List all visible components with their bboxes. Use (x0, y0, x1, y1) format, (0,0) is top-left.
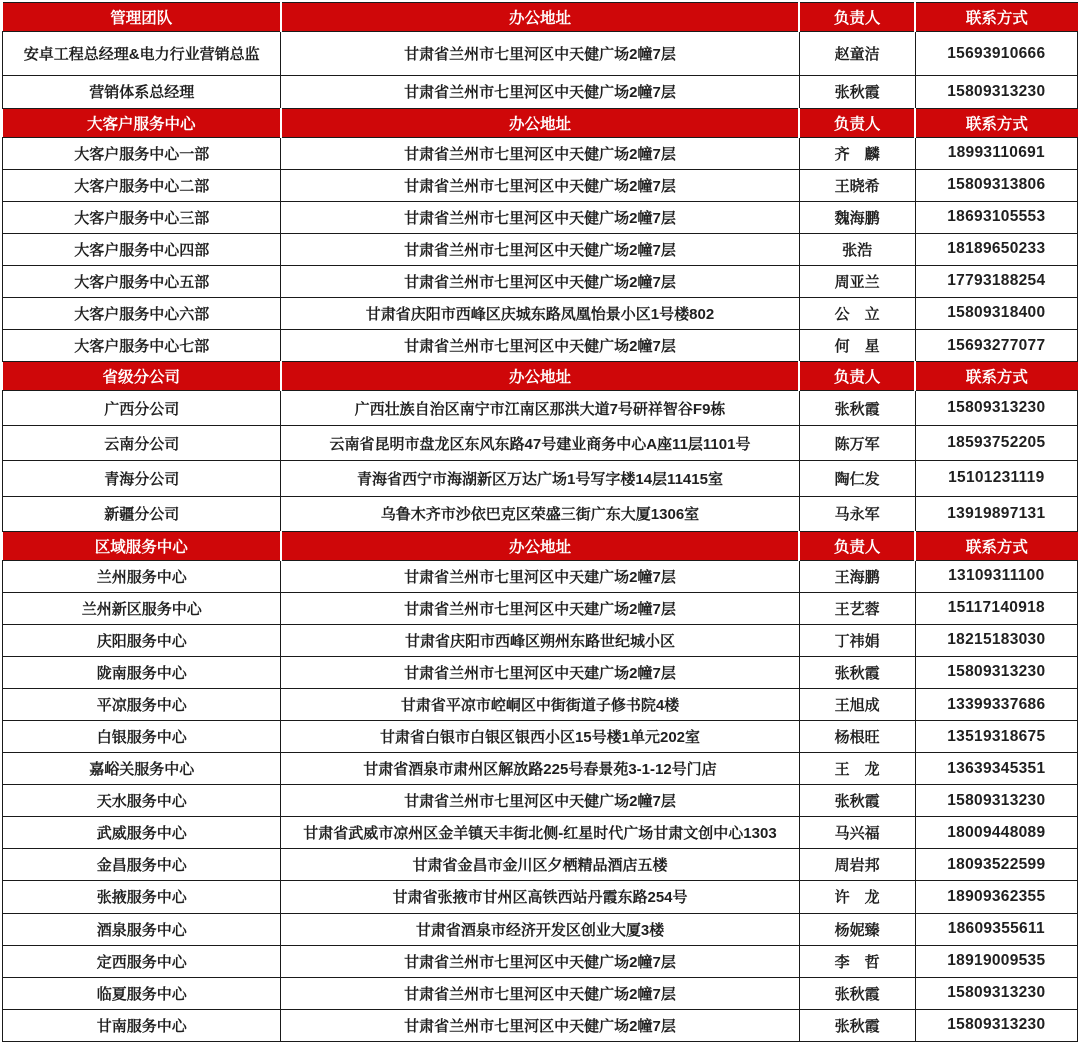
table-row (3, 560, 1078, 592)
address-cell: 甘肃省兰州市七里河区中天建广场2幢7层 (281, 592, 799, 624)
phone-cell: 18909362355 (915, 881, 1077, 913)
phone-cell: 15693910666 (915, 31, 1077, 75)
person-cell: 张秋霞 (799, 76, 915, 108)
column-header-contact: 联系方式 (915, 108, 1077, 137)
org-name-cell: 临夏服务中心 (3, 977, 281, 1009)
address-cell: 甘肃省金昌市金川区夕栖精品酒店五楼 (281, 849, 799, 881)
table-row (3, 849, 1078, 881)
section-title: 省级分公司 (3, 362, 281, 391)
address-cell: 甘肃省张掖市甘州区高铁西站丹霞东路254号 (281, 881, 799, 913)
address-cell: 甘肃省武威市凉州区金羊镇天丰街北侧-红星时代广场甘肃文创中心1303 (281, 817, 799, 849)
person-cell: 张秋霞 (799, 391, 915, 426)
person-cell: 公 立 (799, 297, 915, 329)
table-row (3, 329, 1078, 361)
org-name-cell: 平凉服务中心 (3, 688, 281, 720)
table-row (3, 496, 1078, 531)
phone-cell: 18009448089 (915, 817, 1077, 849)
address-cell: 甘肃省兰州市七里河区中天建广场2幢7层 (281, 560, 799, 592)
phone-cell: 15809313230 (915, 391, 1077, 426)
org-name-cell: 大客户服务中心一部 (3, 137, 281, 169)
address-cell: 甘肃省兰州市七里河区中天健广场2幢7层 (281, 977, 799, 1009)
org-name-cell: 酒泉服务中心 (3, 913, 281, 945)
person-cell: 齐 麟 (799, 137, 915, 169)
phone-cell: 18215183030 (915, 624, 1077, 656)
address-cell: 甘肃省兰州市七里河区中天健广场2幢7层 (281, 233, 799, 265)
address-cell: 青海省西宁市海湖新区万达广场1号写字楼14层11415室 (281, 461, 799, 496)
org-name-cell: 兰州新区服务中心 (3, 592, 281, 624)
table-row (3, 265, 1078, 297)
phone-cell: 15809313230 (915, 785, 1077, 817)
section-header-row (3, 362, 1078, 391)
phone-cell: 15809318400 (915, 297, 1077, 329)
address-cell: 甘肃省兰州市七里河区中天健广场2幢7层 (281, 76, 799, 108)
table-row (3, 76, 1078, 108)
phone-cell: 13399337686 (915, 688, 1077, 720)
address-cell: 甘肃省兰州市七里河区中天健广场2幢7层 (281, 1009, 799, 1041)
table-row (3, 624, 1078, 656)
org-name-cell: 大客户服务中心四部 (3, 233, 281, 265)
column-header-address: 办公地址 (281, 108, 799, 137)
org-name-cell: 金昌服务中心 (3, 849, 281, 881)
address-cell: 甘肃省兰州市七里河区中天健广场2幢7层 (281, 31, 799, 75)
person-cell: 王海鹏 (799, 560, 915, 592)
org-name-cell: 武威服务中心 (3, 817, 281, 849)
table-row (3, 913, 1078, 945)
person-cell: 杨根旺 (799, 721, 915, 753)
address-cell: 甘肃省平凉市崆峒区中街街道子修书院4楼 (281, 688, 799, 720)
address-cell: 甘肃省兰州市七里河区中天健广场2幢7层 (281, 945, 799, 977)
person-cell: 丁祎娟 (799, 624, 915, 656)
column-header-contact: 联系方式 (915, 531, 1077, 560)
phone-cell: 18093522599 (915, 849, 1077, 881)
org-name-cell: 云南分公司 (3, 426, 281, 461)
person-cell: 许 龙 (799, 881, 915, 913)
column-header-address: 办公地址 (281, 3, 799, 32)
address-cell: 甘肃省酒泉市肃州区解放路225号春景苑3-1-12号门店 (281, 753, 799, 785)
person-cell: 赵童洁 (799, 31, 915, 75)
person-cell: 马兴福 (799, 817, 915, 849)
person-cell: 张秋霞 (799, 1009, 915, 1041)
table-row (3, 977, 1078, 1009)
address-cell: 甘肃省兰州市七里河区中天建广场2幢7层 (281, 656, 799, 688)
column-header-person: 负责人 (799, 3, 915, 32)
address-cell: 甘肃省兰州市七里河区中天健广场2幢7层 (281, 201, 799, 233)
address-cell: 甘肃省兰州市七里河区中天健广场2幢7层 (281, 169, 799, 201)
org-name-cell: 庆阳服务中心 (3, 624, 281, 656)
column-header-contact: 联系方式 (915, 362, 1077, 391)
person-cell: 魏海鹏 (799, 201, 915, 233)
section-title: 大客户服务中心 (3, 108, 281, 137)
address-cell: 甘肃省兰州市七里河区中天健广场2幢7层 (281, 137, 799, 169)
phone-cell: 18189650233 (915, 233, 1077, 265)
org-name-cell: 甘南服务中心 (3, 1009, 281, 1041)
phone-cell: 18609355611 (915, 913, 1077, 945)
org-name-cell: 陇南服务中心 (3, 656, 281, 688)
org-name-cell: 青海分公司 (3, 461, 281, 496)
org-name-cell: 大客户服务中心六部 (3, 297, 281, 329)
address-cell: 甘肃省酒泉市经济开发区创业大厦3楼 (281, 913, 799, 945)
phone-cell: 15809313230 (915, 977, 1077, 1009)
person-cell: 周亚兰 (799, 265, 915, 297)
table-row (3, 688, 1078, 720)
address-cell: 甘肃省庆阳市西峰区朔州东路世纪城小区 (281, 624, 799, 656)
phone-cell: 13639345351 (915, 753, 1077, 785)
table-row (3, 233, 1078, 265)
address-cell: 甘肃省兰州市七里河区中天健广场2幢7层 (281, 785, 799, 817)
table-row (3, 201, 1078, 233)
table-row (3, 137, 1078, 169)
person-cell: 张浩 (799, 233, 915, 265)
table-row (3, 169, 1078, 201)
section-title: 区域服务中心 (3, 531, 281, 560)
phone-cell: 18693105553 (915, 201, 1077, 233)
table-row (3, 461, 1078, 496)
address-cell: 甘肃省庆阳市西峰区庆城东路凤凰怡景小区1号楼802 (281, 297, 799, 329)
person-cell: 王 龙 (799, 753, 915, 785)
contact-directory-table (2, 2, 1078, 1042)
phone-cell: 15809313230 (915, 76, 1077, 108)
person-cell: 张秋霞 (799, 656, 915, 688)
phone-cell: 18993110691 (915, 137, 1077, 169)
phone-cell: 15809313230 (915, 656, 1077, 688)
table-row (3, 721, 1078, 753)
person-cell: 周岩邦 (799, 849, 915, 881)
phone-cell: 15809313230 (915, 1009, 1077, 1041)
org-name-cell: 营销体系总经理 (3, 76, 281, 108)
phone-cell: 15693277077 (915, 329, 1077, 361)
address-cell: 甘肃省兰州市七里河区中天健广场2幢7层 (281, 329, 799, 361)
person-cell: 张秋霞 (799, 785, 915, 817)
table-row (3, 753, 1078, 785)
table-body (3, 3, 1078, 1042)
org-name-cell: 大客户服务中心三部 (3, 201, 281, 233)
phone-cell: 13919897131 (915, 496, 1077, 531)
table-row (3, 785, 1078, 817)
table-row (3, 945, 1078, 977)
address-cell: 甘肃省兰州市七里河区中天健广场2幢7层 (281, 265, 799, 297)
column-header-person: 负责人 (799, 108, 915, 137)
phone-cell: 15117140918 (915, 592, 1077, 624)
org-name-cell: 大客户服务中心七部 (3, 329, 281, 361)
org-name-cell: 广西分公司 (3, 391, 281, 426)
table-row (3, 391, 1078, 426)
phone-cell: 15101231119 (915, 461, 1077, 496)
address-cell: 乌鲁木齐市沙依巴克区荣盛三街广东大厦1306室 (281, 496, 799, 531)
org-name-cell: 新疆分公司 (3, 496, 281, 531)
phone-cell: 13519318675 (915, 721, 1077, 753)
org-name-cell: 兰州服务中心 (3, 560, 281, 592)
column-header-person: 负责人 (799, 362, 915, 391)
section-header-row (3, 3, 1078, 32)
org-name-cell: 嘉峪关服务中心 (3, 753, 281, 785)
address-cell: 云南省昆明市盘龙区东风东路47号建业商务中心A座11层1101号 (281, 426, 799, 461)
table-row (3, 881, 1078, 913)
org-name-cell: 张掖服务中心 (3, 881, 281, 913)
person-cell: 张秋霞 (799, 977, 915, 1009)
table-row (3, 1009, 1078, 1041)
org-name-cell: 大客户服务中心二部 (3, 169, 281, 201)
person-cell: 王艺蓉 (799, 592, 915, 624)
table-row (3, 592, 1078, 624)
person-cell: 陶仁发 (799, 461, 915, 496)
org-name-cell: 大客户服务中心五部 (3, 265, 281, 297)
phone-cell: 13109311100 (915, 560, 1077, 592)
phone-cell: 17793188254 (915, 265, 1077, 297)
person-cell: 马永军 (799, 496, 915, 531)
person-cell: 李 哲 (799, 945, 915, 977)
phone-cell: 18593752205 (915, 426, 1077, 461)
address-cell: 甘肃省白银市白银区银西小区15号楼1单元202室 (281, 721, 799, 753)
section-header-row (3, 531, 1078, 560)
table-row (3, 31, 1078, 75)
column-header-contact: 联系方式 (915, 3, 1077, 32)
phone-cell: 18919009535 (915, 945, 1077, 977)
phone-cell: 15809313806 (915, 169, 1077, 201)
person-cell: 王晓希 (799, 169, 915, 201)
table-row (3, 297, 1078, 329)
person-cell: 杨妮臻 (799, 913, 915, 945)
person-cell: 何 星 (799, 329, 915, 361)
column-header-address: 办公地址 (281, 531, 799, 560)
section-title: 管理团队 (3, 3, 281, 32)
org-name-cell: 定西服务中心 (3, 945, 281, 977)
org-name-cell: 天水服务中心 (3, 785, 281, 817)
org-name-cell: 白银服务中心 (3, 721, 281, 753)
column-header-person: 负责人 (799, 531, 915, 560)
column-header-address: 办公地址 (281, 362, 799, 391)
org-name-cell: 安卓工程总经理&电力行业营销总监 (3, 31, 281, 75)
person-cell: 王旭成 (799, 688, 915, 720)
section-header-row (3, 108, 1078, 137)
table-row (3, 656, 1078, 688)
address-cell: 广西壮族自治区南宁市江南区那洪大道7号研祥智谷F9栋 (281, 391, 799, 426)
table-row (3, 426, 1078, 461)
person-cell: 陈万军 (799, 426, 915, 461)
table-row (3, 817, 1078, 849)
